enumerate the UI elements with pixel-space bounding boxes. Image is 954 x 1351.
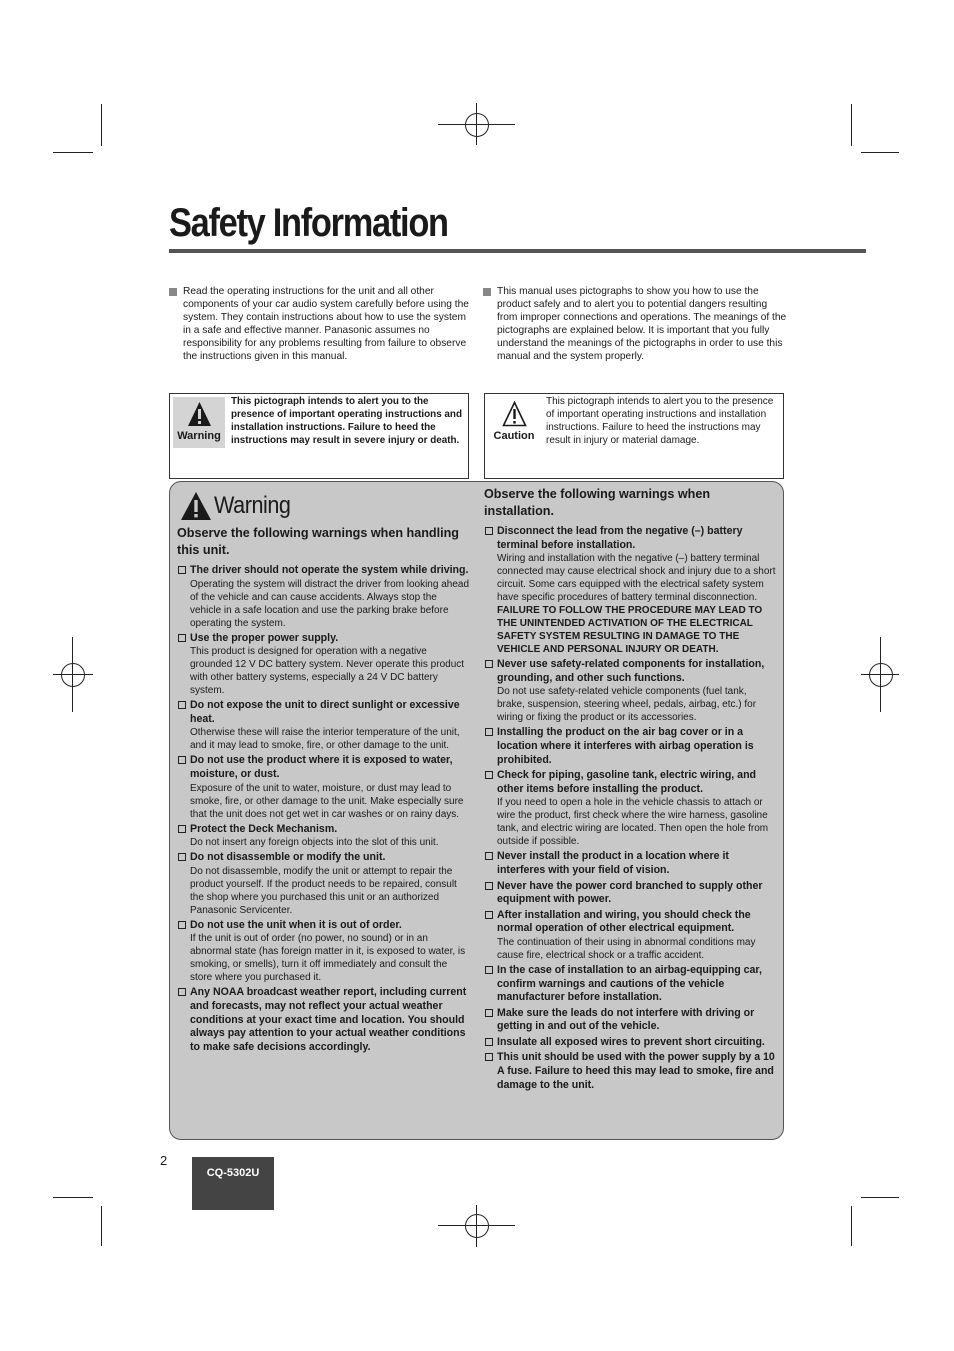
left-column-heading: Observe the following warnings when handling this unit. [177, 526, 459, 557]
warning-panel-header [180, 491, 291, 526]
warning-item [484, 1036, 776, 1050]
model-badge [192, 1157, 274, 1210]
checkbox-bullet-icon [485, 852, 493, 860]
warning-item-title: Disconnect the lead from the negative (–) battery terminal before installation. [497, 525, 743, 551]
warning-item-title: Never use safety-related components for installation, grounding, and other such functions. [497, 658, 765, 684]
checkbox-bullet-icon [485, 527, 493, 535]
warning-item-description: Do not insert any foreign objects into the slot of this unit. [190, 837, 439, 849]
checkbox-bullet-icon [178, 988, 186, 996]
warning-item-title: Use the proper power supply. [190, 631, 339, 644]
warning-item [177, 564, 469, 630]
warning-item-title: After installation and wiring, you should check the normal operation of other electrical equipment. [497, 908, 751, 935]
warning-item [484, 525, 776, 656]
checkbox-bullet-icon [178, 756, 186, 764]
warning-item-title: Make sure the leads do not interfere with driving or getting in and out of the vehicle. [497, 1006, 755, 1033]
warning-pictograph-box [169, 393, 469, 479]
page-number: 2 [160, 1153, 168, 1168]
warning-item [484, 964, 776, 1005]
warning-item-description: Otherwise these will raise the interior temperature of the unit, and it may lead to smoke, fire, or other damage to the unit. [190, 727, 460, 752]
warning-item-title: Do not expose the unit to direct sunlight or excessive heat. [190, 699, 460, 725]
caution-pictograph-box [484, 393, 784, 479]
warning-item [177, 851, 469, 917]
left-warning-list [177, 564, 469, 1054]
warning-item [484, 909, 776, 962]
bullet-square-icon [483, 288, 491, 296]
right-column-heading: Observe the following warnings when installation. [484, 487, 711, 518]
warning-item-title: The driver should not operate the system while driving. [190, 564, 469, 576]
warning-right-column [484, 486, 776, 1094]
warning-item [484, 880, 776, 907]
checkbox-bullet-icon [485, 660, 493, 668]
warning-item-description: If you need to open a hole in the vehicle chassis to attach or wire the product, first check where the wire harness, gasoline tank, and electric wiring are located. Then open the hole from outside if possible. [497, 797, 769, 848]
model-label: CQ-5302U [206, 1167, 260, 1179]
checkbox-bullet-icon [485, 911, 493, 919]
checkbox-bullet-icon [485, 1053, 493, 1061]
warning-item [177, 699, 469, 752]
warning-item [484, 1007, 776, 1034]
intro-left [183, 286, 473, 363]
page-title: Safety Information [169, 201, 448, 245]
caution-badge-label: Caution [493, 430, 535, 442]
warning-triangle-icon [187, 401, 212, 427]
checkbox-bullet-icon [178, 701, 186, 709]
checkbox-bullet-icon [485, 1038, 493, 1046]
checkbox-bullet-icon [485, 966, 493, 974]
right-warning-list [484, 525, 776, 1092]
intro-right-text: This manual uses pictographs to show you how to use the product safely and to alert you to potential dangers resulting from improper connections and operations. The meanings of the pictographs are explained below. It is important that you fully understand the meanings of the pictographs in order to use this manual and the system properly. [497, 286, 787, 362]
warning-pictograph-text: This pictograph intends to alert you to the presence of important operating instructions and installation instructions. Failure to heed the instructions may result in severe injury or death. [231, 396, 462, 446]
title-rule [169, 249, 866, 253]
bullet-square-icon [169, 288, 177, 296]
warning-item-description: If the unit is out of order (no power, no sound) or in an abnormal state (has foreign matter in it, is exposed to water, is smoking, or smells), turn it off immediately and consult the store where you purchased it. [190, 933, 466, 984]
warning-item-description: The continuation of their using in abnormal conditions may cause fire, electrical shock or a traffic accident. [497, 936, 756, 961]
warning-item [177, 823, 469, 850]
warning-item-description: Operating the system will distract the driver from looking ahead of the vehicle and can cause accidents. Always stop the vehicle in a safe location and use the parking brake before operating the system. [190, 578, 470, 629]
warning-item-title: Insulate all exposed wires to prevent short circuiting. [497, 1035, 765, 1048]
warning-item-title: Any NOAA broadcast weather report, including current and forecasts, may not reflect your actual weather conditions at your exact time and location. You should always pay attention to your actual weather conditions to make safe decisions accordingly. [190, 986, 467, 1053]
checkbox-bullet-icon [178, 921, 186, 929]
warning-badge [173, 397, 225, 448]
warning-item-title: Do not use the unit when it is out of order. [190, 918, 402, 931]
checkbox-bullet-icon [178, 566, 186, 574]
intro-right [497, 286, 787, 363]
checkbox-bullet-icon [485, 1009, 493, 1017]
warning-item [177, 919, 469, 985]
warning-triangle-icon [180, 491, 212, 521]
warning-item-caution-text: FAILURE TO FOLLOW THE PROCEDURE MAY LEAD TO THE UNINTENDED ACTIVATION OF THE ELECTRICAL SAFETY SYSTEM RESULTING IN DAMAGE TO THE VEHICLE AND PERSONAL INJURY OR DEATH. [497, 605, 763, 656]
warning-badge-label: Warning [177, 430, 221, 442]
checkbox-bullet-icon [485, 728, 493, 736]
checkbox-bullet-icon [178, 634, 186, 642]
warning-item-title: Protect the Deck Mechanism. [190, 822, 338, 835]
warning-item-title: Installing the product on the air bag cover or in a location where it interferes with airbag operation is prohibited. [497, 726, 754, 766]
warning-item [484, 769, 776, 848]
checkbox-bullet-icon [178, 825, 186, 833]
checkbox-bullet-icon [485, 771, 493, 779]
warning-item-title: This unit should be used with the power supply by a 10 A fuse. Failure to heed this may lead to smoke, fire and damage to the unit. [497, 1051, 775, 1091]
warning-item-description: Exposure of the unit to water, moisture, or dust may lead to smoke, fire, or other damage to the unit. Make especially sure that the unit does not get wet in car washes or on rainy days. [190, 782, 464, 820]
caution-badge [488, 397, 540, 448]
warning-item-title: Do not disassemble or modify the unit. [190, 851, 386, 864]
warning-item-title: Never install the product in a location where it interferes with your field of vision. [497, 850, 729, 876]
warning-item-title: Check for piping, gasoline tank, electric wiring, and other items before installing the product. [497, 769, 757, 795]
warning-item [177, 754, 469, 820]
warning-item [484, 658, 776, 724]
warning-item-title: Never have the power cord branched to supply other equipment with power. [497, 879, 763, 906]
caution-pictograph-text: This pictograph intends to alert you to the presence of important operating instructions and installation instructions. Failure to heed the instructions may result in injury or material damage. [546, 396, 774, 446]
warning-item [484, 850, 776, 877]
warning-item [177, 986, 469, 1054]
warning-item-title: In the case of installation to an airbag-equipping car, confirm warnings and cautions of the vehicle manufacturer before installation. [497, 963, 762, 1004]
intro-left-text: Read the operating instructions for the unit and all other components of your car audio system carefully before using the system. They contain instructions about how to use the system in a safe and effective manner. Panasonic assumes no responsibility for any problems resulting from failure to observe the instructions given in this manual. [183, 286, 469, 362]
warning-item-description: Do not use safety-related vehicle components (fuel tank, brake, suspension, steering wheel, pedals, airbag, etc.) for wiring or fixing the product or its accessories. [497, 686, 757, 724]
warning-left-column [177, 525, 469, 1056]
caution-triangle-icon [502, 401, 527, 427]
warning-item-description: This product is designed for operation with a negative grounded 12 V DC battery system. Never operate this product with other battery systems, especially a 24 V DC battery system. [190, 646, 465, 697]
warning-item-description: Do not disassemble, modify the unit or attempt to repair the product yourself. If the product needs to be repaired, consult the shop where you purchased this unit or an authorized Panasonic Servicenter. [190, 865, 457, 916]
checkbox-bullet-icon [485, 882, 493, 890]
warning-item [484, 1051, 776, 1092]
warning-item-description: Wiring and installation with the negative (–) battery terminal connected may cause electrical shock and injury due to a short circuit. Some cars equipped with the electrical safety system have specific procedures of battery terminal disconnection. [497, 553, 776, 604]
warning-item [177, 632, 469, 698]
checkbox-bullet-icon [178, 853, 186, 861]
warning-item-title: Do not use the product where it is exposed to water, moisture, or dust. [190, 754, 453, 780]
warning-item [484, 726, 776, 767]
warning-panel-title: Warning [214, 492, 291, 519]
